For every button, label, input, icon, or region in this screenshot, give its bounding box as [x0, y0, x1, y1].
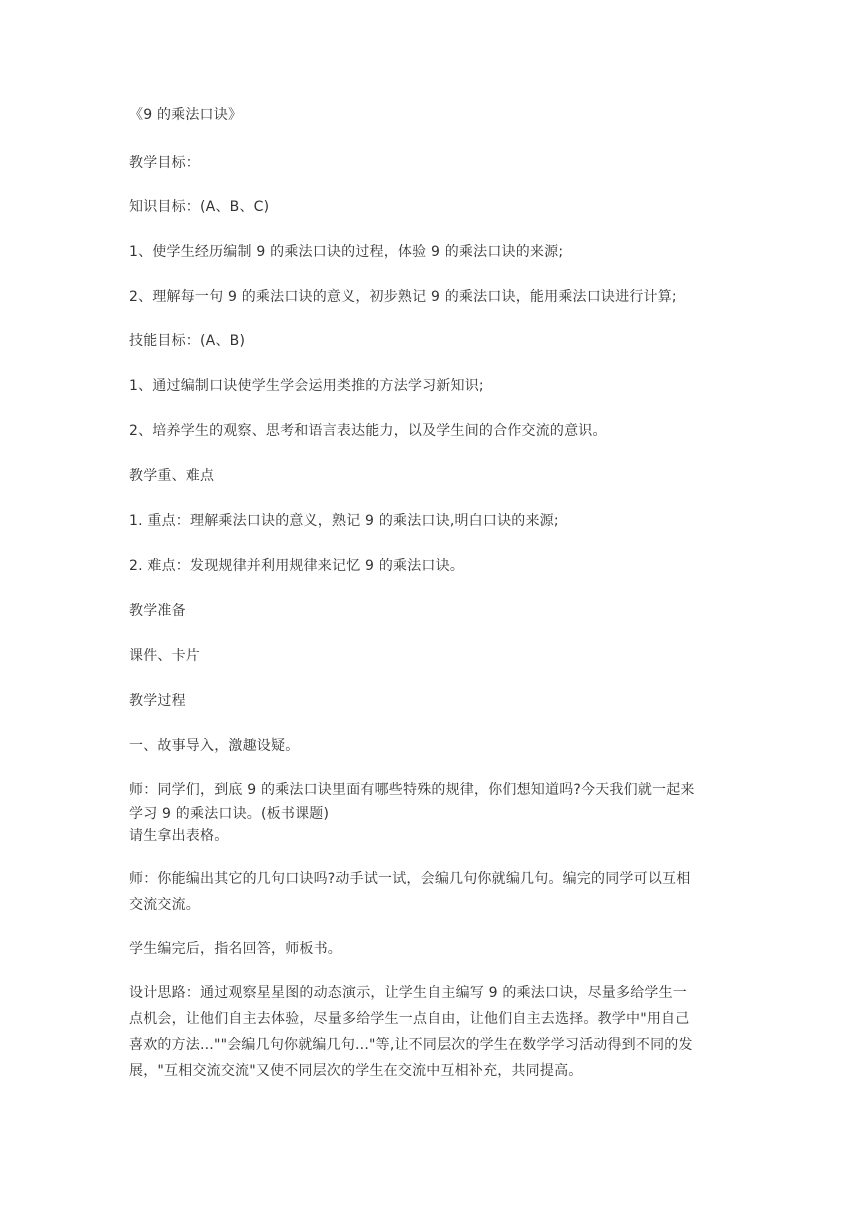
- objectives-heading: 教学目标：: [129, 155, 200, 171]
- knowledge-heading: 知识目标：(A、B、C): [129, 199, 270, 215]
- process-heading: 教学过程: [129, 693, 186, 709]
- paragraph-line: 师：同学们，到底 9 的乘法口诀里面有哪些特殊的规律，你们想知道吗?今天我们就一起来: [129, 782, 695, 798]
- document-title: 《9 的乘法口诀》: [129, 107, 243, 123]
- skill-heading: 技能目标：(A、B): [129, 333, 246, 349]
- paragraph-line: 喜欢的方法...""会编几句你就编几句..."等,让不同层次的学生在数学学习活动得到不同的发: [129, 1037, 693, 1053]
- preparation-heading: 教学准备: [129, 603, 186, 619]
- key-point-item: 1. 重点：理解乘法口诀的意义，熟记 9 的乘法口诀,明白口诀的来源;: [129, 513, 559, 529]
- student-answer: 学生编完后，指名回答，师板书。: [129, 941, 342, 957]
- student-instruction: 请生拿出表格。: [129, 828, 229, 844]
- skill-item: 2、培养学生的观察、思考和语言表达能力，以及学生间的合作交流的意识。: [129, 423, 607, 439]
- knowledge-item: 2、理解每一句 9 的乘法口诀的意义，初步熟记 9 的乘法口诀，能用乘法口诀进行计算;: [129, 289, 677, 305]
- paragraph-line: 展，"互相交流交流"又使不同层次的学生在交流中互相补充，共同提高。: [129, 1063, 583, 1079]
- paragraph-line: 点机会，让他们自主去体验，尽量多给学生一点自由，让他们自主去选择。教学中"用自己: [129, 1011, 690, 1027]
- key-points-heading: 教学重、难点: [129, 468, 215, 484]
- knowledge-item: 1、使学生经历编制 9 的乘法口诀的过程，体验 9 的乘法口诀的来源;: [129, 244, 564, 260]
- section-heading: 一、故事导入，激趣设疑。: [129, 738, 300, 754]
- paragraph-line: 学习 9 的乘法口诀。(板书课题): [129, 806, 330, 822]
- key-point-item: 2. 难点：发现规律并利用规律来记忆 9 的乘法口诀。: [129, 558, 465, 574]
- paragraph-line: 设计思路：通过观察星星图的动态演示，让学生自主编写 9 的乘法口诀，尽量多给学生一: [129, 985, 688, 1001]
- paragraph-line: 交流交流。: [129, 897, 200, 913]
- preparation-text: 课件、卡片: [129, 648, 200, 664]
- teacher-prompt-paragraph: [129, 866, 735, 918]
- skill-item: 1、通过编制口诀使学生学会运用类推的方法学习新知识;: [129, 378, 484, 394]
- design-paragraph: [129, 980, 735, 1084]
- teacher-intro-paragraph: [129, 777, 735, 847]
- paragraph-line: 师：你能编出其它的几句口诀吗?动手试一试，会编几句你就编几句。编完的同学可以互相: [129, 871, 691, 887]
